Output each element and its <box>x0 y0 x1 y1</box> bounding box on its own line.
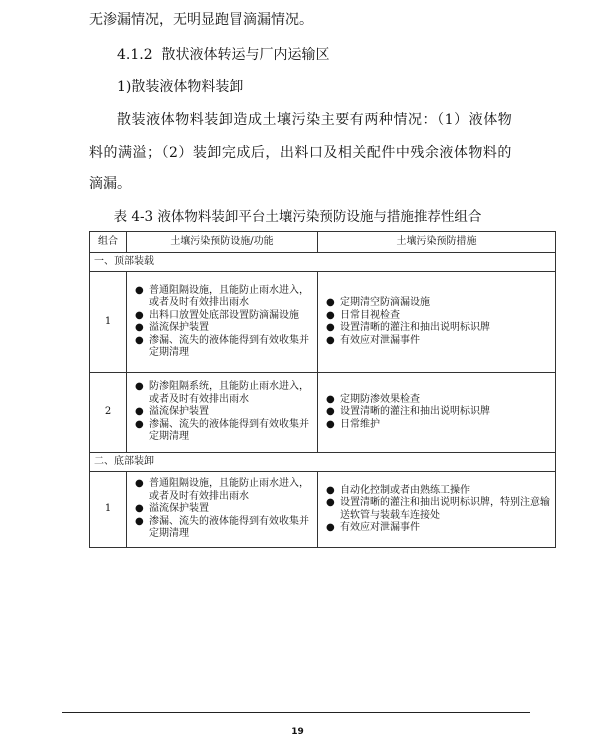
table-row <box>90 373 556 453</box>
list-item-text: 渗漏、流失的液体能得到有效收集并定期清理 <box>149 418 309 443</box>
facilities-cell <box>127 272 318 373</box>
list-item-text: 设置清晰的灌注和抽出说明标识牌，特别注意输送软管与装载车连接处 <box>340 497 550 521</box>
list-item-text: 有效应对泄漏事件 <box>340 522 420 533</box>
measures-cell <box>318 373 556 453</box>
header-measures: 土壤污染预防措施 <box>318 232 556 253</box>
list-item <box>318 335 553 348</box>
list-item-text: 溢流保护装置 <box>149 503 209 515</box>
bullet-icon: ● <box>135 418 144 430</box>
list-item <box>127 310 315 323</box>
measures-list <box>318 485 553 535</box>
subheading: 1)散装液体物料装卸 <box>117 79 244 95</box>
list-item <box>318 322 553 335</box>
bullet-icon: ● <box>326 406 335 418</box>
list-item-text: 设置清晰的灌注和抽出说明标识牌 <box>340 322 490 333</box>
section-title: 二、底部装卸 <box>90 453 556 472</box>
list-item-text: 防渗阻隔系统，且能防止雨水进入，或者及时有效排出雨水 <box>149 381 309 405</box>
list-item-text: 日常维护 <box>340 418 380 430</box>
measures-table <box>89 231 556 548</box>
paragraph-line-3: 滴漏。 <box>89 176 131 192</box>
bullet-icon: ● <box>326 484 335 496</box>
measures-list <box>318 297 553 347</box>
list-item-text: 定期清空防滴漏设施 <box>340 297 430 308</box>
table-header-row <box>90 232 556 253</box>
table-row <box>90 272 556 373</box>
list-item <box>318 522 553 535</box>
list-item <box>127 322 315 335</box>
list-item-text: 溢流保护装置 <box>149 406 209 418</box>
section-number: 4.1.2 <box>117 47 153 63</box>
bullet-icon: ● <box>135 322 144 333</box>
bullet-icon: ● <box>326 522 335 533</box>
list-item-text: 普通阻隔设施，且能防止雨水进入，或者及时有效排出雨水 <box>149 478 309 502</box>
list-item <box>127 335 315 360</box>
section-title: 散状液体转运与厂内运输区 <box>161 47 330 63</box>
facilities-list <box>127 478 315 541</box>
list-item-text: 有效应对泄漏事件 <box>340 334 420 346</box>
bullet-icon: ● <box>135 515 144 527</box>
table-caption: 表 4-3 液体物料装卸平台土壤污染预防设施与措施推荐性组合 <box>113 209 482 225</box>
measures-cell <box>318 272 556 373</box>
facilities-cell <box>127 373 318 453</box>
bullet-icon: ● <box>135 381 144 393</box>
list-item <box>127 503 315 516</box>
list-item <box>318 497 553 522</box>
paragraph-line-2: 料的满溢；（2）装卸完成后，出料口及相关配件中残余液体物料的 <box>89 145 512 161</box>
list-item <box>127 285 315 310</box>
list-item <box>127 381 315 406</box>
list-item-text: 日常目视检查 <box>340 309 400 321</box>
footer-rule <box>62 712 530 713</box>
facilities-cell <box>127 472 318 548</box>
bullet-icon: ● <box>326 309 335 321</box>
row-number: 1 <box>90 272 127 373</box>
list-item <box>318 394 553 407</box>
list-item <box>318 485 553 498</box>
bullet-icon: ● <box>135 284 144 296</box>
paragraph-line-1: 散装液体物料装卸造成土壤污染主要有两种情况：（1）液体物 <box>117 112 513 128</box>
bullet-icon: ● <box>135 309 144 321</box>
bullet-icon: ● <box>135 334 144 346</box>
list-item <box>127 516 315 541</box>
bullet-icon: ● <box>135 478 144 490</box>
bullet-icon: ● <box>326 334 335 346</box>
bullet-icon: ● <box>326 297 335 308</box>
row-number: 1 <box>90 472 127 548</box>
list-item <box>318 419 553 432</box>
list-item-text: 溢流保护装置 <box>149 322 209 333</box>
header-facilities: 土壤污染预防设施/功能 <box>127 232 318 253</box>
list-item <box>127 478 315 503</box>
section-heading <box>117 47 330 63</box>
list-item-text: 普通阻隔设施，且能防止雨水进入，或者及时有效排出雨水 <box>149 284 309 308</box>
facilities-list <box>127 285 315 360</box>
list-item-text: 自动化控制或者由熟练工操作 <box>340 484 470 496</box>
row-number: 2 <box>90 373 127 453</box>
measures-list <box>318 394 553 432</box>
header-group: 组合 <box>90 232 127 253</box>
section-row <box>90 253 556 272</box>
list-item <box>318 310 553 323</box>
list-item <box>127 419 315 444</box>
list-item-text: 定期防渗效果检查 <box>340 393 420 405</box>
section-title: 一、顶部装载 <box>90 253 556 272</box>
list-item-text: 渗漏、流失的液体能得到有效收集并定期清理 <box>149 515 309 540</box>
section-row <box>90 453 556 472</box>
list-item-text: 设置清晰的灌注和抽出说明标识牌 <box>340 406 490 418</box>
bullet-icon: ● <box>326 497 335 508</box>
measures-cell <box>318 472 556 548</box>
bullet-icon: ● <box>326 322 335 333</box>
bullet-icon: ● <box>326 393 335 405</box>
list-item-text: 渗漏、流失的液体能得到有效收集并定期清理 <box>149 334 309 358</box>
list-item-text: 出料口放置处底部设置防滴漏设施 <box>149 309 299 321</box>
table-body <box>90 253 556 548</box>
list-item <box>318 406 553 419</box>
bullet-icon: ● <box>326 418 335 430</box>
facilities-list <box>127 381 315 444</box>
bullet-icon: ● <box>135 503 144 515</box>
list-item <box>127 406 315 419</box>
list-item <box>318 297 553 310</box>
table-row <box>90 472 556 548</box>
paragraph-continuation: 无渗漏情况，无明显跑冒滴漏情况。 <box>89 12 313 28</box>
page-number: 19 <box>291 727 304 737</box>
bullet-icon: ● <box>135 406 144 418</box>
